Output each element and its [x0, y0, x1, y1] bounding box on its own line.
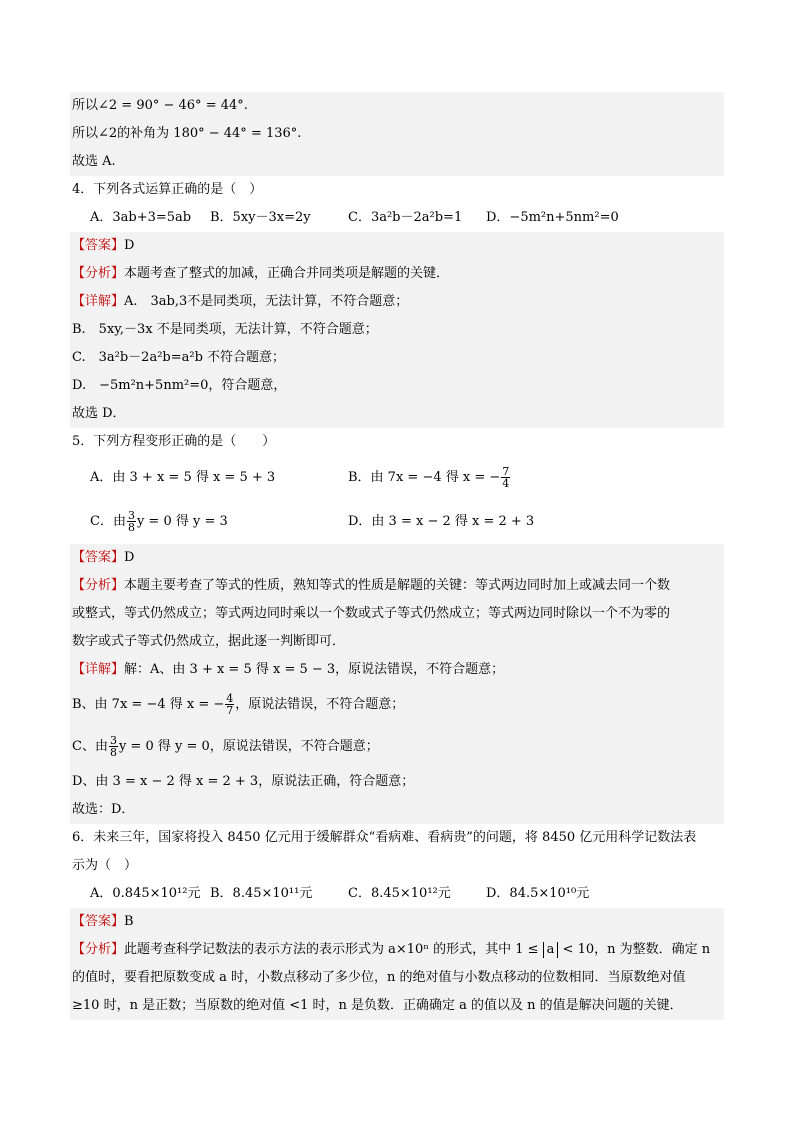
fraction-denominator: 7: [226, 704, 234, 717]
q5-conclusion: 故选：D．: [70, 796, 724, 824]
q5-detail-b-text: B、由 7x = −4 得 x = −: [72, 697, 225, 712]
q6-analysis-2: 的值时，要看把原数变成 a 时，小数点移动了多少位，n 的绝对值与小数点移动的位数相同．当原数绝对值: [70, 964, 724, 992]
q5-stem: 5．下列方程变形正确的是（ ）: [72, 434, 276, 449]
q6-option-c: C．8.45×10¹²元: [348, 886, 451, 901]
q5-option-c: [90, 500, 228, 544]
q5-options-row-1: [70, 456, 724, 500]
q6-analysis-3: ≥10 时，n 是正数；当原数的绝对值 <1 时，n 是负数．正确确定 a 的值以及 n 的值是解决问题的关键．: [70, 992, 724, 1020]
q5-detail-b-rest: ，原说法错误，不符合题意；: [235, 697, 405, 712]
q4-option-d: D．−5m²n+5nm²=0: [486, 210, 619, 225]
q5-detail-b: [70, 684, 724, 726]
q6-analysis-1: [70, 936, 724, 964]
q4-answer-tag: 【答案】: [72, 238, 125, 253]
fraction-denominator: 8: [109, 746, 117, 759]
q4-detail-a: [70, 288, 724, 316]
q5-detail-c-text: C、由: [72, 739, 108, 754]
q6-option-b: B．8.45×10¹¹元: [210, 886, 313, 901]
fraction-denominator: 8: [127, 521, 135, 534]
q6-options: [70, 880, 724, 908]
q4-answer: [70, 232, 724, 260]
q4-stem: 4．下列各式运算正确的是（ ）: [72, 182, 263, 197]
fraction-numerator: 3: [127, 509, 135, 522]
q5-detail-c-rest: y = 0 得 y = 0，原说法错误，不符合题意；: [118, 739, 379, 754]
q6-option-d: D．84.5×10¹⁰元: [486, 886, 590, 901]
q5-option-c-text: C．由: [90, 514, 126, 529]
q5-detail-a: [70, 656, 724, 684]
q5-option-b: [348, 456, 511, 500]
q6-answer-value: B: [124, 914, 134, 929]
q6-analysis-line-1-pre: 此题考查科学记数法的表示方法的表示形式为 a×10ⁿ 的形式，其中 1 ≤: [124, 942, 543, 957]
q5-analysis-2: 或整式，等式仍然成立；等式两边同时乘以一个数或式子等式仍然成立；等式两边同时除以一个不为零的: [70, 600, 724, 628]
q4-detail-d: D. −5m²n+5nm²=0，符合题意，: [70, 372, 724, 400]
q4-option-a: A．3ab+3=5ab: [90, 210, 192, 225]
q4-detail-line-a: A. 3ab,3不是同类项，无法计算，不符合题意；: [124, 294, 409, 309]
q4-conclusion: 故选 D．: [70, 400, 724, 428]
q5-option-b-fraction: [501, 466, 510, 489]
q6-analysis-tag: 【分析】: [72, 942, 125, 957]
fraction-denominator: 4: [502, 477, 510, 490]
q6-analysis-abs-value: a: [543, 942, 559, 958]
prev-answer-line-3: 故选 A.: [70, 148, 724, 176]
q5-detail-tag: 【详解】: [72, 662, 125, 677]
q5-analysis-tag: 【分析】: [72, 578, 125, 593]
q6-option-a: A．0.845×10¹²元: [90, 886, 201, 901]
q4-analysis-tag: 【分析】: [72, 266, 125, 281]
q4-analysis-text: 本题考查了整式的加减，正确合并同类项是解题的关键．: [124, 266, 450, 281]
q5-detail-line-a: 解：A、由 3 + x = 5 得 x = 5 − 3，原说法错误，不符合题意；: [124, 662, 505, 677]
q5-option-c-rest: y = 0 得 y = 3: [136, 514, 228, 529]
q4-analysis: [70, 260, 724, 288]
q4-options: [70, 204, 724, 232]
document-body: [70, 92, 724, 1020]
q6-answer-tag: 【答案】: [72, 914, 125, 929]
q5-answer-tag: 【答案】: [72, 550, 125, 565]
q5-analysis-line-1: 本题主要考查了等式的性质，熟知等式的性质是解题的关键：等式两边同时加上或减去同一个数: [124, 578, 671, 593]
q4-detail-b: B. 5xy,－3x 不是同类项，无法计算，不符合题意；: [70, 316, 724, 344]
q5-detail-d: D、由 3 = x − 2 得 x = 2 + 3，原说法正确，符合题意；: [70, 768, 724, 796]
fraction-numerator: 4: [226, 692, 234, 705]
q5-answer-value: D: [124, 550, 135, 565]
q5-detail-c-fraction: [109, 735, 118, 758]
prev-answer-line-1: 所以∠2 = 90° − 46° = 44°.: [70, 92, 724, 120]
q5-answer: [70, 544, 724, 572]
q5-option-d: D．由 3 = x − 2 得 x = 2 + 3: [348, 514, 535, 529]
q5-option-a: A．由 3 + x = 5 得 x = 5 + 3: [90, 470, 276, 485]
q5-detail-c: [70, 726, 724, 768]
q4-detail-c: C. 3a²b－2a²b=a²b 不符合题意；: [70, 344, 724, 372]
q4-option-c: C．3a²b－2a²b=1: [348, 210, 463, 225]
fraction-numerator: 3: [109, 734, 117, 747]
q6-analysis-line-1-post: < 10，n 为整数．确定 n: [558, 942, 711, 957]
prev-answer-line-2: 所以∠2的补角为 180° − 44° = 136°.: [70, 120, 724, 148]
q5-option-b-text: B．由 7x = −4 得 x = −: [348, 470, 501, 485]
q5-analysis-3: 数字或式子等式仍然成立，据此逐一判断即可．: [70, 628, 724, 656]
q5-option-c-fraction: [127, 510, 136, 533]
q4-answer-value: D: [124, 238, 135, 253]
q6-answer: [70, 908, 724, 936]
q5-detail-b-fraction: [225, 693, 234, 716]
q5-options-row-2: [70, 500, 724, 544]
q4-detail-tag: 【详解】: [72, 294, 125, 309]
q6-stem-2: 示为（ ）: [72, 858, 138, 873]
q6-stem-1: 6．未来三年，国家将投入 8450 亿元用于缓解群众“看病难、看病贵”的问题，将 8450 亿元用科学记数法表: [72, 830, 697, 845]
q4-option-b: B．5xy－3x=2y: [210, 210, 311, 225]
q5-analysis-1: [70, 572, 724, 600]
fraction-numerator: 7: [502, 465, 510, 478]
